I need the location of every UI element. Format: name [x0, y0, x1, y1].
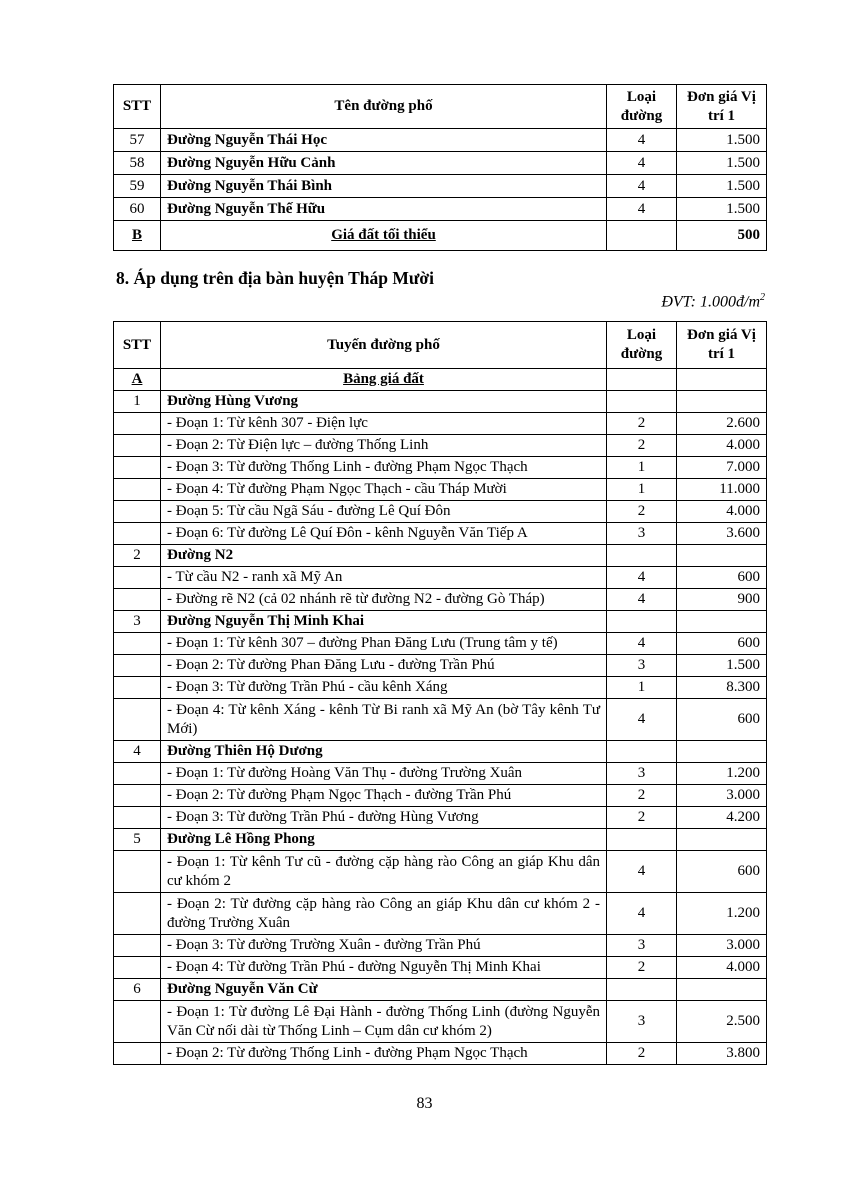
street-name-cell: Đường Nguyễn Thái Bình	[161, 175, 607, 198]
road-type-cell: 3	[607, 935, 677, 957]
road-type-cell: 3	[607, 763, 677, 785]
stt-cell	[114, 567, 161, 589]
stt-cell	[114, 1043, 161, 1065]
segment-name-cell: - Đoạn 1: Từ đường Lê Đại Hành - đường Thống Linh (đường Nguyễn Văn Cừ nối dài từ Thống Linh – Cụm dân cư khóm 2)	[161, 1001, 607, 1043]
segment-name-cell: - Đoạn 2: Từ đường cặp hàng rào Công an giáp Khu dân cư khóm 2 - đường Trường Xuân	[161, 893, 607, 935]
street-row	[114, 829, 767, 851]
stt-cell: 60	[114, 198, 161, 221]
stt-cell	[114, 807, 161, 829]
stt-cell	[114, 523, 161, 545]
road-type-cell: 2	[607, 501, 677, 523]
segment-name-cell: - Đoạn 4: Từ đường Trần Phú - đường Nguyễn Thị Minh Khai	[161, 957, 607, 979]
price-cell: 2.600	[677, 413, 767, 435]
stt-cell: 58	[114, 152, 161, 175]
price-cell: 3.600	[677, 523, 767, 545]
price-cell: 1.500	[677, 175, 767, 198]
segment-name-cell: - Đoạn 4: Từ kênh Xáng - kênh Từ Bi ranh xã Mỹ An (bờ Tây kênh Tư Mới)	[161, 699, 607, 741]
segment-row	[114, 1001, 767, 1043]
price-cell	[677, 369, 767, 391]
header-road-type: Loại đường	[607, 85, 677, 129]
road-type-cell: 4	[607, 893, 677, 935]
stt-cell: 5	[114, 829, 161, 851]
street-name-cell: Đường Hùng Vương	[161, 391, 607, 413]
stt-cell	[114, 763, 161, 785]
road-type-cell: 4	[607, 152, 677, 175]
road-type-cell: 2	[607, 785, 677, 807]
road-type-cell	[607, 611, 677, 633]
street-row	[114, 391, 767, 413]
price-cell: 2.500	[677, 1001, 767, 1043]
segment-name-cell: - Đoạn 2: Từ Điện lực – đường Thống Linh	[161, 435, 607, 457]
road-type-cell	[607, 369, 677, 391]
segment-row	[114, 699, 767, 741]
segment-row	[114, 457, 767, 479]
price-cell: 4.000	[677, 435, 767, 457]
segment-row	[114, 763, 767, 785]
segment-name-cell: - Đoạn 3: Từ đường Thống Linh - đường Phạm Ngọc Thạch	[161, 457, 607, 479]
road-type-cell	[607, 829, 677, 851]
price-cell: 600	[677, 567, 767, 589]
segment-row	[114, 677, 767, 699]
price-cell: 7.000	[677, 457, 767, 479]
street-row	[114, 545, 767, 567]
price-cell	[677, 829, 767, 851]
road-type-cell	[607, 979, 677, 1001]
segment-name-cell: - Đoạn 5: Từ cầu Ngã Sáu - đường Lê Quí Đôn	[161, 501, 607, 523]
segment-row	[114, 589, 767, 611]
header-street-name: Tên đường phố	[161, 85, 607, 129]
unit-label	[661, 292, 765, 311]
segment-row	[114, 1043, 767, 1065]
street-name-cell: Đường Nguyễn Văn Cừ	[161, 979, 607, 1001]
table-row	[114, 152, 767, 175]
price-cell: 600	[677, 633, 767, 655]
stt-cell: 57	[114, 129, 161, 152]
table-body	[114, 129, 767, 251]
road-type-cell: 4	[607, 699, 677, 741]
segment-name-cell: - Đoạn 1: Từ kênh Tư cũ - đường cặp hàng rào Công an giáp Khu dân cư khóm 2	[161, 851, 607, 893]
stt-cell: 59	[114, 175, 161, 198]
road-type-cell: 2	[607, 957, 677, 979]
stt-cell	[114, 893, 161, 935]
header-road-type: Loại đường	[607, 322, 677, 369]
segment-name-cell: - Đoạn 1: Từ đường Hoàng Văn Thụ - đường Trường Xuân	[161, 763, 607, 785]
segment-row	[114, 785, 767, 807]
stt-cell: 2	[114, 545, 161, 567]
price-cell: 600	[677, 699, 767, 741]
road-type-cell: 3	[607, 655, 677, 677]
road-type-cell: 4	[607, 633, 677, 655]
segment-name-cell: - Đoạn 3: Từ đường Trường Xuân - đường Trần Phú	[161, 935, 607, 957]
segment-row	[114, 633, 767, 655]
street-name-cell: Đường Thiên Hộ Dương	[161, 741, 607, 763]
price-cell: 900	[677, 589, 767, 611]
segment-row	[114, 567, 767, 589]
road-type-cell: 4	[607, 175, 677, 198]
page-number: 83	[416, 1095, 433, 1112]
price-cell: 3.800	[677, 1043, 767, 1065]
stt-cell	[114, 413, 161, 435]
price-cell: 8.300	[677, 677, 767, 699]
road-type-cell: 1	[607, 677, 677, 699]
stt-cell	[114, 501, 161, 523]
road-type-cell: 4	[607, 851, 677, 893]
street-name-cell: Đường N2	[161, 545, 607, 567]
road-type-cell	[607, 391, 677, 413]
segment-name-cell: - Từ cầu N2 - ranh xã Mỹ An	[161, 567, 607, 589]
street-row	[114, 741, 767, 763]
price-cell: 1.500	[677, 655, 767, 677]
table-row	[114, 129, 767, 152]
stt-cell	[114, 479, 161, 501]
road-type-cell: 2	[607, 435, 677, 457]
segment-row	[114, 435, 767, 457]
segment-row	[114, 523, 767, 545]
road-type-cell: 2	[607, 807, 677, 829]
price-cell	[677, 391, 767, 413]
road-type-cell: 4	[607, 567, 677, 589]
unit-text: ĐVT: 1.000đ/m	[661, 293, 760, 311]
segment-name-cell: - Đường rẽ N2 (cả 02 nhánh rẽ từ đường N2 - đường Gò Tháp)	[161, 589, 607, 611]
table-footer-row	[114, 221, 767, 251]
price-cell	[677, 545, 767, 567]
segment-row	[114, 413, 767, 435]
header-price: Đơn giá Vị trí 1	[677, 85, 767, 129]
price-table-thap-muoi	[113, 321, 767, 1065]
segment-row	[114, 957, 767, 979]
price-cell: 1.500	[677, 129, 767, 152]
street-name-cell: Đường Nguyễn Thái Học	[161, 129, 607, 152]
segment-row	[114, 807, 767, 829]
stt-cell: A	[114, 369, 161, 391]
price-cell: 3.000	[677, 935, 767, 957]
segment-name-cell: - Đoạn 4: Từ đường Phạm Ngọc Thạch - cầu Tháp Mười	[161, 479, 607, 501]
stt-cell: B	[114, 221, 161, 251]
road-type-cell	[607, 741, 677, 763]
stt-cell	[114, 785, 161, 807]
street-row	[114, 979, 767, 1001]
segment-name-cell: - Đoạn 1: Từ kênh 307 – đường Phan Đăng Lưu (Trung tâm y tế)	[161, 633, 607, 655]
price-cell	[677, 741, 767, 763]
table-row	[114, 175, 767, 198]
header-stt: STT	[114, 322, 161, 369]
segment-name-cell: - Đoạn 2: Từ đường Thống Linh - đường Phạm Ngọc Thạch	[161, 1043, 607, 1065]
group-name-cell: Bảng giá đất	[161, 369, 607, 391]
segment-name-cell: - Đoạn 6: Từ đường Lê Quí Đôn - kênh Nguyễn Văn Tiếp A	[161, 523, 607, 545]
street-name-cell: Đường Nguyễn Hữu Cảnh	[161, 152, 607, 175]
price-cell: 1.200	[677, 893, 767, 935]
header-stt: STT	[114, 85, 161, 129]
street-row	[114, 611, 767, 633]
road-type-cell	[607, 545, 677, 567]
price-cell: 4.200	[677, 807, 767, 829]
price-cell: 1.500	[677, 152, 767, 175]
section-title: 8. Áp dụng trên địa bàn huyện Tháp Mười	[116, 268, 434, 288]
price-cell: 1.500	[677, 198, 767, 221]
price-table-continued	[113, 84, 767, 251]
table-header-row	[114, 85, 767, 129]
price-cell	[677, 611, 767, 633]
stt-cell: 3	[114, 611, 161, 633]
segment-name-cell: - Đoạn 3: Từ đường Trần Phú - cầu kênh Xáng	[161, 677, 607, 699]
street-name-cell: Đường Nguyễn Thị Minh Khai	[161, 611, 607, 633]
road-type-cell: 1	[607, 479, 677, 501]
segment-name-cell: - Đoạn 3: Từ đường Trần Phú - đường Hùng Vương	[161, 807, 607, 829]
price-cell: 4.000	[677, 957, 767, 979]
street-name-cell: Đường Nguyễn Thế Hữu	[161, 198, 607, 221]
stt-cell	[114, 957, 161, 979]
table-row	[114, 198, 767, 221]
minimum-price-value: 500	[677, 221, 767, 251]
road-type-cell: 4	[607, 589, 677, 611]
stt-cell: 4	[114, 741, 161, 763]
stt-cell: 6	[114, 979, 161, 1001]
road-type-cell: 1	[607, 457, 677, 479]
road-type-cell: 2	[607, 413, 677, 435]
segment-name-cell: - Đoạn 2: Từ đường Phan Đăng Lưu - đường Trần Phú	[161, 655, 607, 677]
road-type-cell: 4	[607, 198, 677, 221]
stt-cell: 1	[114, 391, 161, 413]
segment-row	[114, 935, 767, 957]
stt-cell	[114, 935, 161, 957]
price-cell: 1.200	[677, 763, 767, 785]
stt-cell	[114, 589, 161, 611]
segment-row	[114, 479, 767, 501]
price-cell: 4.000	[677, 501, 767, 523]
road-type-cell: 2	[607, 1043, 677, 1065]
group-row	[114, 369, 767, 391]
price-cell	[677, 979, 767, 1001]
stt-cell	[114, 699, 161, 741]
stt-cell	[114, 655, 161, 677]
price-cell: 11.000	[677, 479, 767, 501]
segment-row	[114, 655, 767, 677]
street-name-cell: Đường Lê Hồng Phong	[161, 829, 607, 851]
road-type-cell: 4	[607, 129, 677, 152]
road-type-cell: 3	[607, 523, 677, 545]
segment-row	[114, 893, 767, 935]
stt-cell	[114, 1001, 161, 1043]
header-street-name: Tuyến đường phố	[161, 322, 607, 369]
table-header-row	[114, 322, 767, 369]
stt-cell	[114, 457, 161, 479]
table-body	[114, 369, 767, 1065]
header-price: Đơn giá Vị trí 1	[677, 322, 767, 369]
stt-cell	[114, 633, 161, 655]
road-type-cell	[607, 221, 677, 251]
price-cell: 3.000	[677, 785, 767, 807]
segment-row	[114, 501, 767, 523]
segment-name-cell: - Đoạn 1: Từ kênh 307 - Điện lực	[161, 413, 607, 435]
stt-cell	[114, 435, 161, 457]
unit-superscript: 2	[760, 292, 765, 303]
segment-row	[114, 851, 767, 893]
segment-name-cell: - Đoạn 2: Từ đường Phạm Ngọc Thạch - đường Trần Phú	[161, 785, 607, 807]
stt-cell	[114, 851, 161, 893]
road-type-cell: 3	[607, 1001, 677, 1043]
price-cell: 600	[677, 851, 767, 893]
minimum-price-label: Giá đất tối thiểu	[161, 221, 607, 251]
stt-cell	[114, 677, 161, 699]
